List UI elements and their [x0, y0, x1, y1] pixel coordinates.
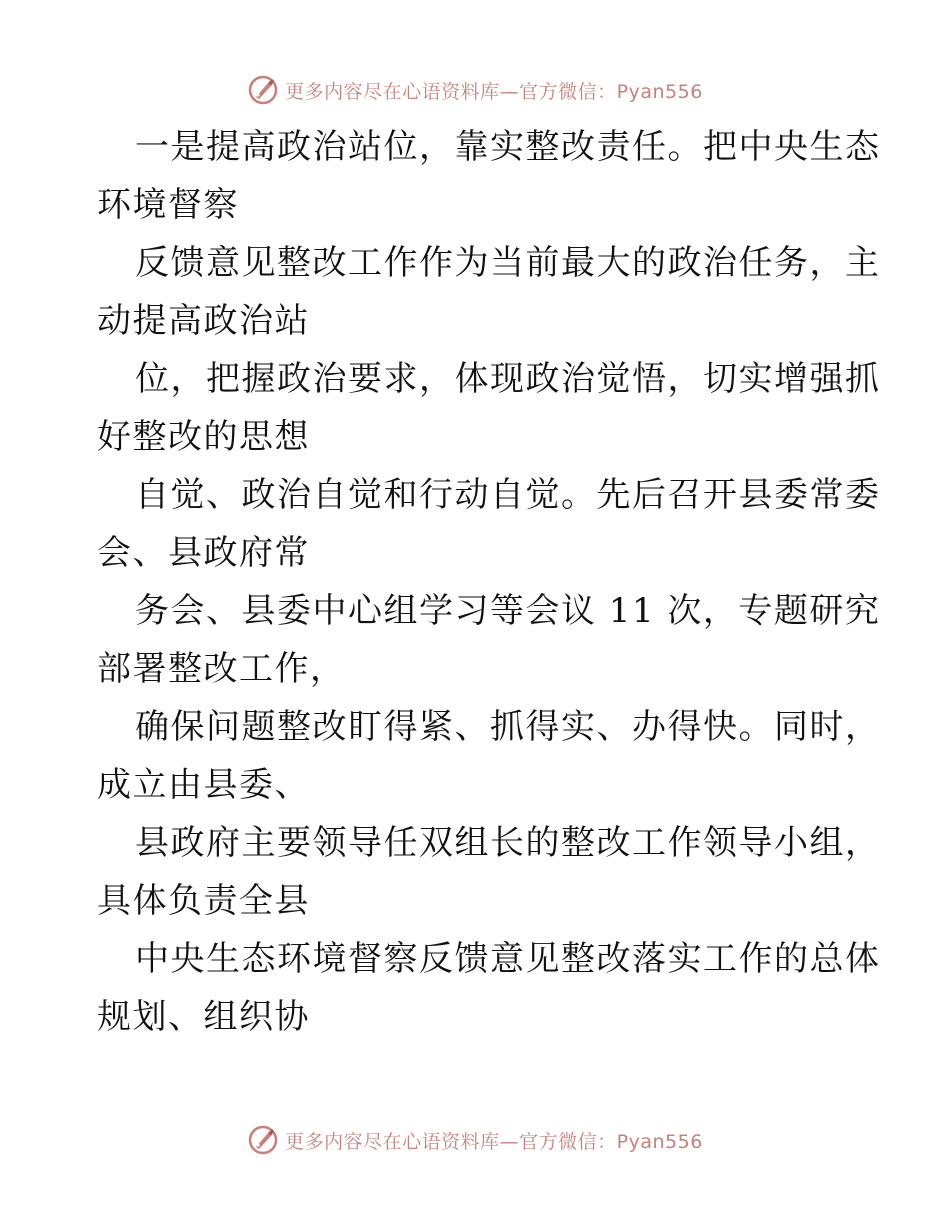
paragraph-line: 具体负责全县 — [97, 881, 310, 921]
paragraph — [97, 582, 881, 698]
paragraph-line: 中央生态环境督察反馈意见整改落实工作的总体 — [135, 939, 881, 979]
paragraph-line: 确保问题整改盯得紧、抓得实、办得快。同时， — [135, 707, 881, 747]
paragraph-line: 动提高政治站 — [97, 301, 310, 341]
watermark-text: 更多内容尽在心语资料库—官方微信：Pyan556 — [285, 1130, 703, 1153]
pen-logo-icon — [247, 74, 279, 106]
paragraph-line: 规划、组织协 — [97, 997, 310, 1037]
paragraph-line: 县政府主要领导任双组长的整改工作领导小组， — [135, 823, 881, 863]
paragraph-line: 部署整改工作， — [97, 649, 346, 689]
paragraph — [97, 118, 881, 234]
paragraph-line: 环境督察 — [97, 185, 239, 225]
paragraph-line: 反馈意见整改工作作为当前最大的政治任务，主 — [135, 243, 881, 283]
paragraph — [97, 814, 881, 930]
watermark-text: 更多内容尽在心语资料库—官方微信：Pyan556 — [285, 80, 703, 103]
paragraph — [97, 466, 881, 582]
paragraph-line: 好整改的思想 — [97, 417, 310, 457]
paragraph-line: 位，把握政治要求，体现政治觉悟，切实增强抓 — [135, 359, 881, 399]
pen-logo-icon — [247, 1124, 279, 1156]
paragraph-line: 自觉、政治自觉和行动自觉。先后召开县委常委 — [135, 475, 881, 515]
document-body — [97, 118, 881, 1046]
paragraph — [97, 930, 881, 1046]
paragraph-line: 务会、县委中心组学习等会议 11 次，专题研究 — [135, 591, 881, 631]
paragraph — [97, 234, 881, 350]
paragraph-line: 成立由县委、 — [97, 765, 310, 805]
paragraph — [97, 698, 881, 814]
paragraph — [97, 350, 881, 466]
paragraph-line: 会、县政府常 — [97, 533, 310, 573]
header-watermark — [0, 70, 950, 110]
paragraph-line: 一是提高政治站位，靠实整改责任。把中央生态 — [135, 127, 881, 167]
footer-watermark — [0, 1120, 950, 1160]
